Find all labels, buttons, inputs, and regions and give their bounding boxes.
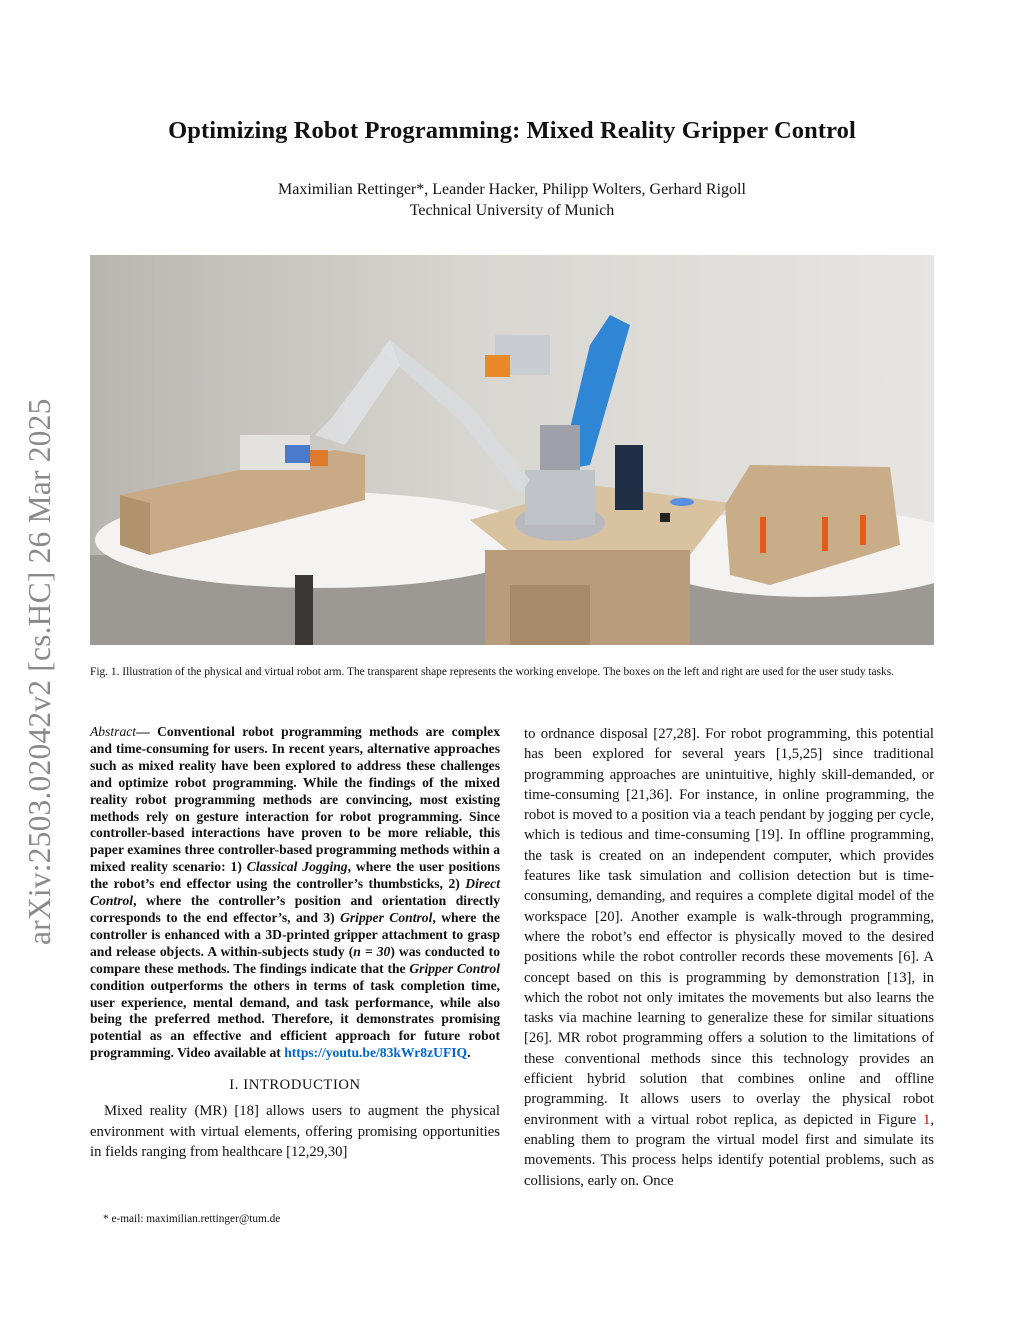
- body-text: , enabling them to program the virtual model first and simulate its movements. This process helps identify potential problems, such as collisions, early on. Once: [524, 1111, 934, 1189]
- figure-robot-photo: [90, 255, 934, 645]
- left-column: [90, 724, 500, 1162]
- author-list: Maximilian Rettinger*, Leander Hacker, Philipp Wolters, Gerhard Rigoll: [278, 181, 746, 198]
- figure-reference-link[interactable]: 1: [922, 1111, 931, 1128]
- section-heading-introduction: I. INTRODUCTION: [229, 1077, 361, 1094]
- sample-size: n = 30: [353, 943, 391, 959]
- abstract-text: .: [467, 1045, 471, 1061]
- method-gripper-control: Gripper Control: [340, 909, 433, 925]
- arxiv-side-label: arXiv:2503.02042v2 [cs.HC] 26 Mar 2025: [22, 398, 57, 945]
- abstract-text: ) was conducted to compare these methods. The findings indicate that the: [90, 943, 500, 976]
- method-classical-jogging: Classical Jogging: [246, 859, 348, 875]
- body-text: to ordnance disposal [27,28]. For robot programming, this potential has been explored for several years [1,5,25] since traditional programming approaches are unintuitive, highly skill-demanded, or time-consuming [21,36]. For instance, in online programming, the robot is moved to a position via a teach pendant by jogging per cycle, which is tedious and time-consuming [19]. In offline programming, the task is created on an independent computer, which provides features like task simulation and collision detection but is time-consuming, demanding, and requires a complete digital model of the workspace [20]. Another example is walk-through programming, where the robot’s end effector is physically moved to the desired positions while the robot controller records these movements [6]. A concept based on this is programming by demonstration [13], in which the robot not only imitates the movements but also learns the tasks via machine learning to generalize these for similar situations [26]. MR robot programming offers a solution to the limitations of these conventional methods since this technology provides an efficient hybrid solution that combines online and offline programming. It allows users to overlay the physical robot environment with a virtual robot replica, as depicted in Figure: [524, 726, 934, 1128]
- abstract-text: , where the user positions the robot’s end effector using the controller’s thumbsticks, 2): [90, 859, 500, 892]
- robot-scene-illustration: [90, 255, 934, 645]
- video-link[interactable]: https://youtu.be/83kWr8zUFIQ: [284, 1045, 468, 1061]
- right-column: [524, 724, 934, 1191]
- method-gripper-control: Gripper Control: [409, 960, 500, 976]
- abstract-text: , where the controller’s position and orientation directly corresponds to the end effector’s, and 3): [90, 893, 500, 925]
- affiliation: Technical University of Munich: [409, 202, 615, 219]
- intro-paragraph: Mixed reality (MR) [18] allows users to augment the physical environment with virtual elements, offering promising opportunities in fields ranging from healthcare [12,29,30]: [90, 1103, 500, 1161]
- abstract-text: — Conventional robot programming methods are complex and time-consuming for users. In recent years, alternative approaches such as mixed reality have been explored to address these challenges and optimize robot programming. While the findings of the mixed reality robot programming methods are convincing, most existing methods rely on gesture interaction for robot programming. Since controller-based interactions have proven to be more reliable, this paper examines three controller-based programming methods within a mixed reality scenario: 1): [90, 724, 500, 875]
- abstract: [90, 724, 500, 1062]
- footnote-email: * e-mail: maximilian.rettinger@tum.de: [103, 1213, 281, 1225]
- method-direct-control: Direct Control: [90, 876, 500, 909]
- abstract-text: , where the controller is enhanced with a 3D-printed gripper attachment to grasp and release objects. A within-subjects study (: [90, 909, 501, 959]
- abstract-label: Abstract: [90, 724, 137, 739]
- abstract-text: condition outperforms the others in terms of task completion time, user experience, mental demand, and task performance, while also being the preferred method. Therefore, it demonstrates promising potential as an effective and efficient approach for future robot programming. Video available at: [90, 977, 500, 1061]
- figure-caption: Fig. 1. Illustration of the physical and virtual robot arm. The transparent shape represents the working envelope. The boxes on the left and right are used for the user study tasks.: [90, 666, 894, 678]
- paper-title: Optimizing Robot Programming: Mixed Reality Gripper Control: [168, 117, 856, 144]
